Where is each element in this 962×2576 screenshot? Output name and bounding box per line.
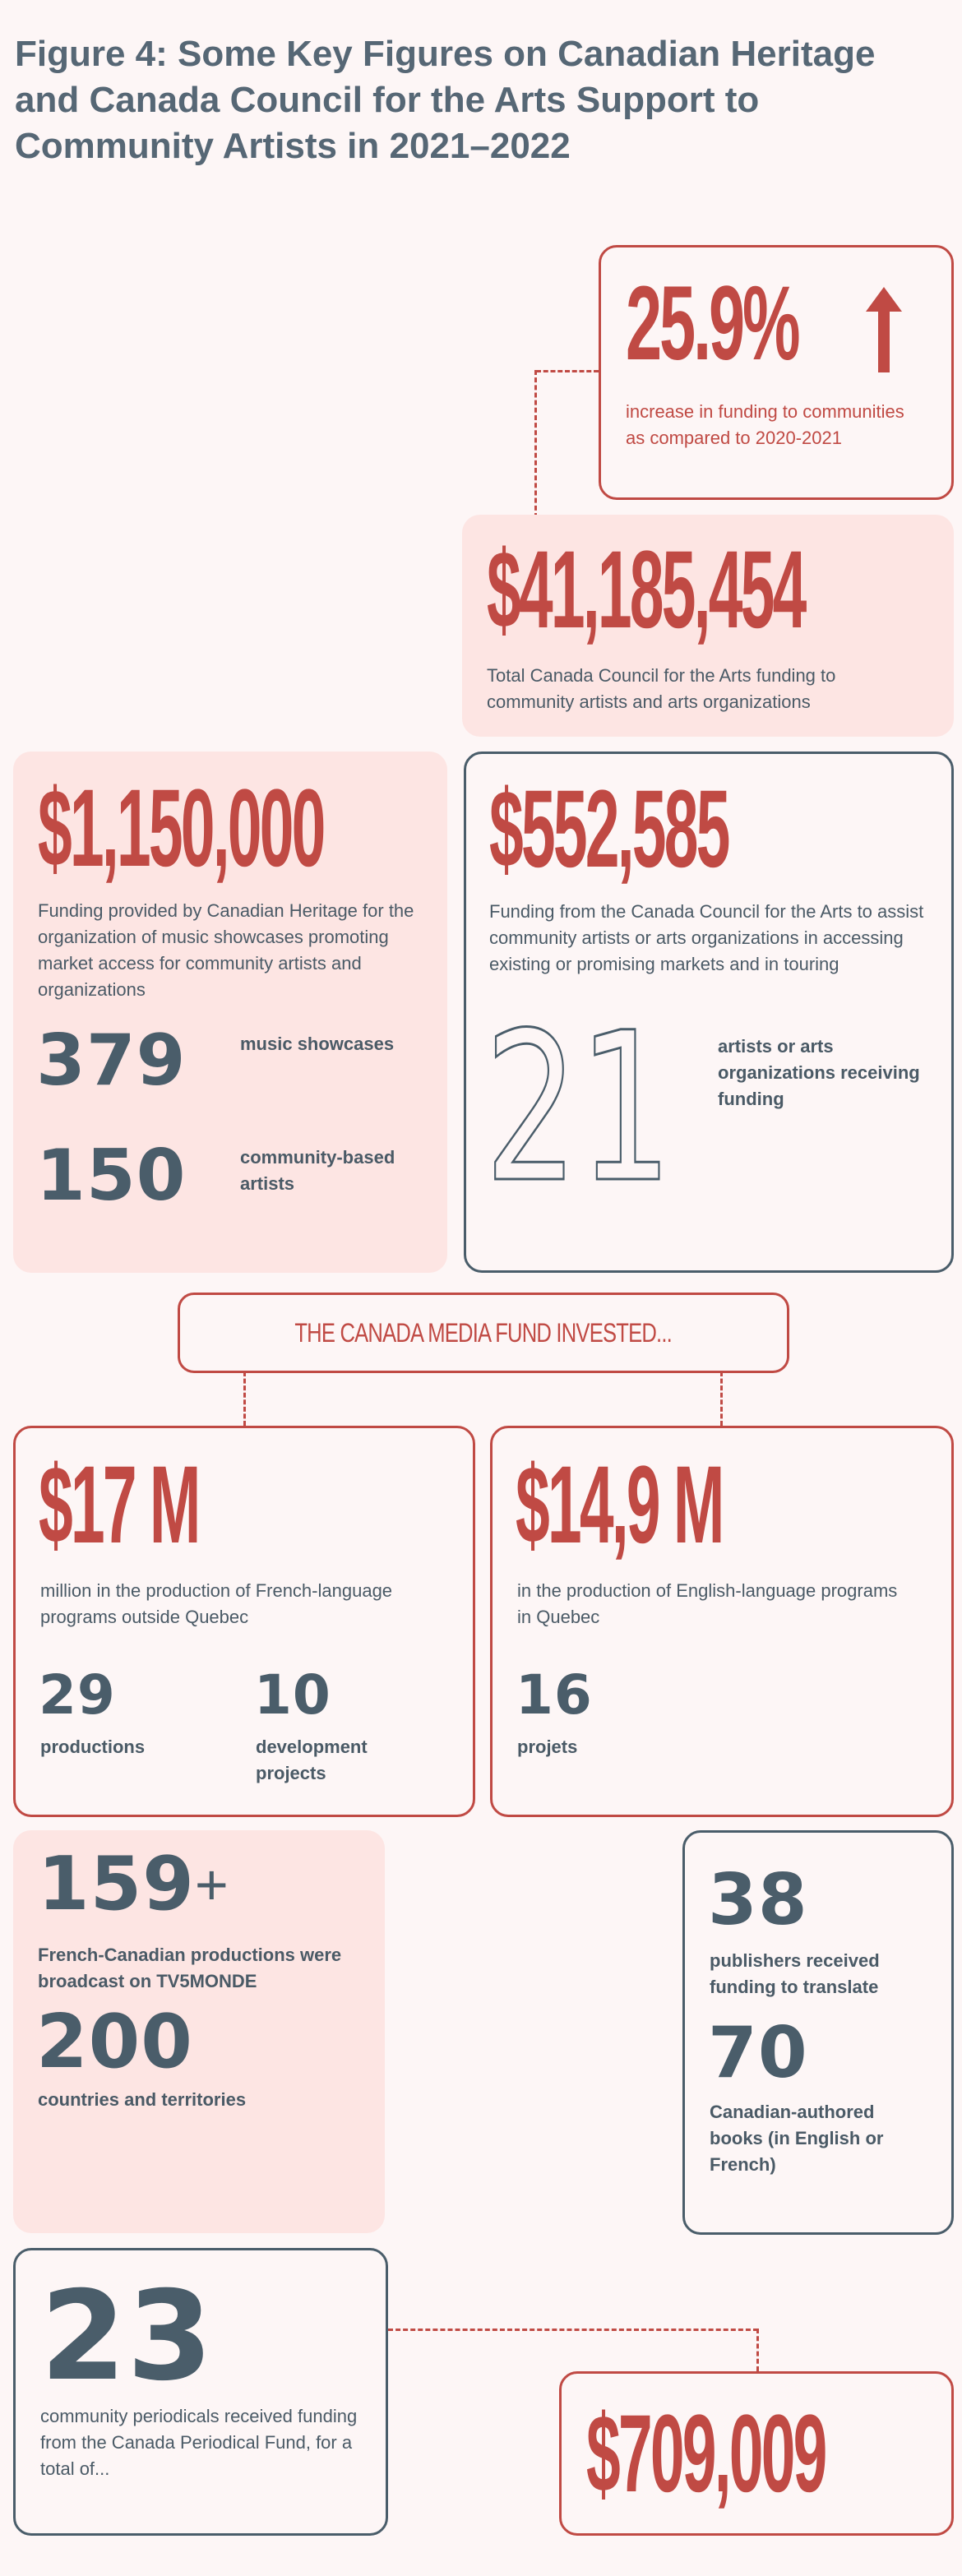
council-total-card: [462, 515, 954, 737]
connector-increase-vertical: [534, 370, 537, 518]
heritage-showcases-text: Funding provided by Canadian Heritage for the organization of music showcases promoting market access for community artists and organizations: [38, 900, 414, 1000]
music-showcases-label: music showcases: [240, 1034, 395, 1054]
music-showcases-count: 379: [36, 1020, 187, 1102]
cmf-french-card: [13, 1426, 475, 1817]
periodicals-total-card: [559, 2371, 954, 2536]
publishers-count: 38: [708, 1859, 808, 1941]
cmf-english-text: in the production of English-language programs in Quebec: [517, 1580, 898, 1627]
periodicals-count: 23: [40, 2265, 214, 2408]
books-label: Canadian-authored books (in English or French): [710, 2102, 884, 2175]
translation-card: [682, 1830, 954, 2235]
development-projects-label: development projects: [256, 1737, 368, 1783]
council-markets-card: [464, 752, 954, 1273]
recipients-count: 21: [484, 988, 673, 1228]
connector-banner-right: [720, 1371, 723, 1426]
heritage-showcases-card: [13, 752, 447, 1273]
heritage-showcases-value: $1,150,000: [38, 767, 324, 890]
figure-title: Figure 4: Some Key Figures on Canadian Heritage and Canada Council for the Arts Support to Community Artists in 2021–2022: [15, 34, 876, 166]
cmf-banner-text: THE CANADA MEDIA FUND INVESTED...: [294, 1317, 673, 1348]
countries-count: 200: [36, 1999, 193, 2085]
funding-increase-text: increase in funding to communities as compared to 2020-2021: [626, 401, 904, 448]
english-projects-label: projets: [517, 1737, 578, 1757]
periodicals-text: community periodicals received funding from the Canada Periodical Fund, for a total of...: [40, 2406, 358, 2479]
funding-increase-value: 25.9%: [626, 265, 798, 382]
connector-periodicals-vertical: [756, 2329, 759, 2371]
connector-increase: [536, 370, 599, 372]
connector-banner-left: [243, 1371, 246, 1426]
up-arrow-icon: [866, 287, 902, 372]
french-productions-label: productions: [40, 1737, 146, 1757]
tv5-productions-label: French-Canadian productions were broadcast on TV5MONDE: [38, 1945, 342, 1991]
tv5-productions-count: 159: [38, 1841, 195, 1927]
council-markets-value: $552,585: [489, 768, 728, 890]
community-artists-count: 150: [36, 1135, 187, 1217]
periodicals-total-value: $709,009: [586, 2393, 826, 2515]
cmf-french-value: $17 M: [39, 1444, 199, 1566]
countries-label: countries and territories: [38, 2089, 247, 2110]
books-count: 70: [708, 2012, 808, 2094]
publishers-label: publishers received funding to translate: [710, 1950, 880, 1997]
cmf-banner: [178, 1293, 789, 1373]
recipients-label: artists or arts organizations receiving funding: [718, 1036, 920, 1109]
council-total-text: Total Canada Council for the Arts funding to community artists and arts organizations: [487, 665, 836, 712]
tv5-productions-stat: [38, 1841, 229, 1927]
council-total-value: $41,185,454: [487, 529, 805, 651]
cmf-french-text: million in the production of French-language programs outside Quebec: [40, 1580, 393, 1627]
french-productions-count: 29: [39, 1663, 116, 1727]
cmf-english-value: $14,9 M: [516, 1444, 723, 1566]
tv5-card: [13, 1830, 385, 2233]
connector-periodicals: [388, 2329, 758, 2331]
council-markets-text: Funding from the Canada Council for the Arts to assist community artists or arts organizations in accessing existing or promising markets and in touring: [489, 901, 924, 974]
development-projects-count: 10: [254, 1663, 331, 1727]
periodicals-card: [13, 2248, 388, 2536]
funding-increase-card: [599, 245, 954, 500]
cmf-english-card: [490, 1426, 954, 1817]
plus-suffix: +: [194, 1852, 229, 1917]
english-projects-count: 16: [516, 1663, 593, 1727]
community-artists-label: community-based artists: [240, 1147, 395, 1194]
